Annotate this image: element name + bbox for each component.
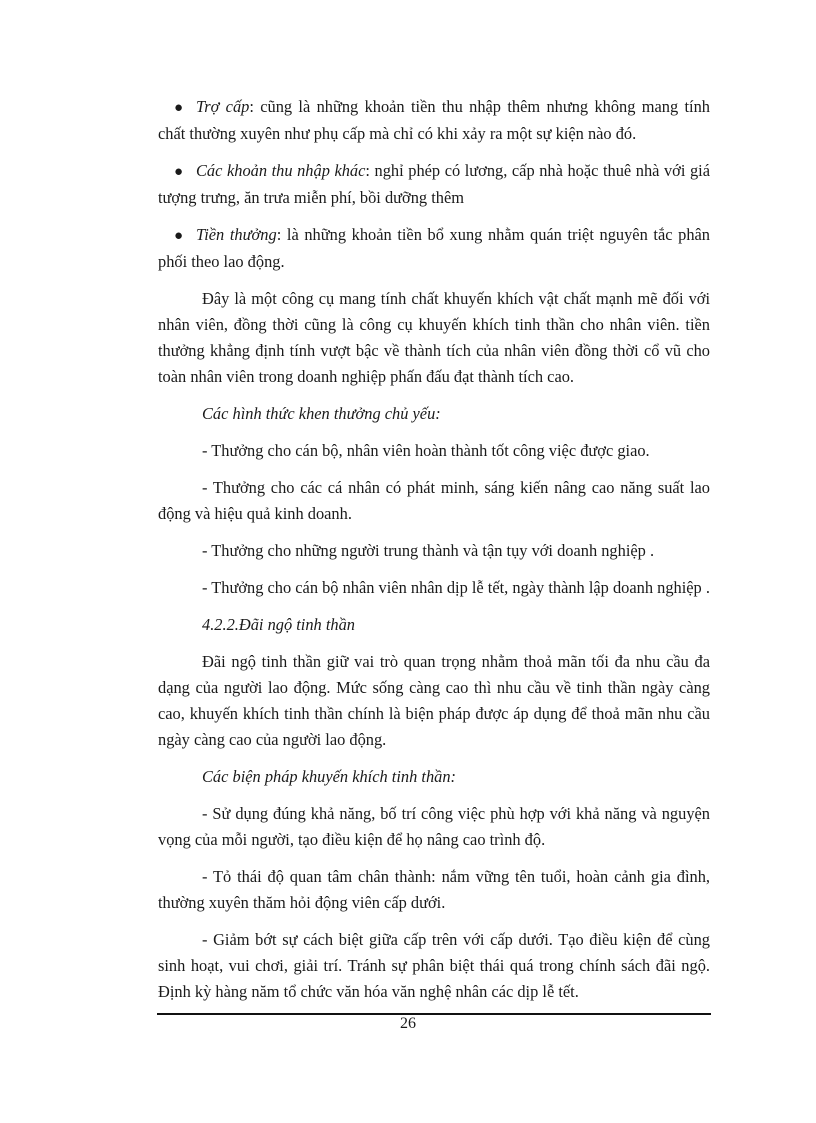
paragraph-spiritual: Đãi ngộ tinh thần giữ vai trò quan trọng nhằm thoả mãn tối đa nhu cầu đa dạng của người lao động. Mức sống càng cao thì nhu cầu về tinh thần ngày càng cao, khuyến khích tinh thần chính là biện pháp được áp dụng để thoả mãn nhu cầu ngày càng cao của người lao động. <box>158 652 710 749</box>
section-heading: 4.2.2.Đãi ngộ tinh thần <box>202 615 355 634</box>
bullet-text: : nghỉ phép có lương, cấp nhà hoặc thuê nhà với giá tượng trưng, ăn trưa miễn phí, bồi dưỡng thêm <box>158 161 710 207</box>
reward-forms-heading: Các hình thức khen thưởng chủ yếu: <box>202 404 441 423</box>
bullet-bonus <box>158 222 710 275</box>
bullet-icon: ● <box>174 164 184 180</box>
bullet-term: Các khoản thu nhập khác <box>196 161 366 180</box>
bullet-term: Tiền thưởng <box>196 225 277 244</box>
bullet-term: Trợ cấp <box>196 97 250 116</box>
reward-item: - Thưởng cho cán bộ, nhân viên hoàn thành tốt công việc được giao. <box>202 441 650 460</box>
bullet-text: : cũng là những khoản tiền thu nhập thêm nhưng không mang tính chất thường xuyên như phụ cấp mà chỉ có khi xảy ra một sự kiện nào đó. <box>158 97 710 143</box>
bullet-icon: ● <box>174 228 184 244</box>
page-body <box>158 94 710 1016</box>
reward-item: - Thưởng cho các cá nhân có phát minh, sáng kiến nâng cao năng suất lao động và hiệu quả kinh doanh. <box>158 478 710 523</box>
bullet-text: : là những khoản tiền bổ xung nhằm quán triệt nguyên tắc phân phối theo lao động. <box>158 225 710 271</box>
measure-item: - Giảm bớt sự cách biệt giữa cấp trên với cấp dưới. Tạo điều kiện để cùng sinh hoạt, vui chơi, giải trí. Tránh sự phân biệt thái quá trong chính sách đãi ngộ. Định kỳ hàng năm tổ chức văn hóa văn nghệ nhân các dịp lễ tết. <box>158 930 710 1001</box>
reward-item: - Thưởng cho những người trung thành và tận tụy với doanh nghiệp . <box>202 541 655 560</box>
page-number: 26 <box>400 1015 416 1032</box>
bullet-other-income <box>158 158 710 211</box>
bullet-icon: ● <box>174 100 184 116</box>
measures-heading: Các biện pháp khuyến khích tinh thần: <box>202 767 456 786</box>
paragraph-bonus-role: Đây là một công cụ mang tính chất khuyến khích vật chất mạnh mẽ đối với nhân viên, đồng thời cũng là công cụ khuyến khích tinh thần cho nhân viên. tiền thưởng khẳng định tính vượt bậc về thành tích của nhân viên đồng thời cổ vũ cho toàn nhân viên trong doanh nghiệp phấn đấu đạt thành tích cao. <box>158 289 710 386</box>
bullet-allowance <box>158 94 710 147</box>
reward-item: - Thưởng cho cán bộ nhân viên nhân dịp lễ tết, ngày thành lập doanh nghiệp . <box>202 578 710 597</box>
measure-item: - Tỏ thái độ quan tâm chân thành: nắm vững tên tuổi, hoàn cảnh gia đình, thường xuyên thăm hỏi động viên cấp dưới. <box>158 867 710 912</box>
measure-item: - Sử dụng đúng khả năng, bố trí công việc phù hợp với khả năng và nguyện vọng của mỗi người, tạo điều kiện để họ nâng cao trình độ. <box>158 804 710 849</box>
